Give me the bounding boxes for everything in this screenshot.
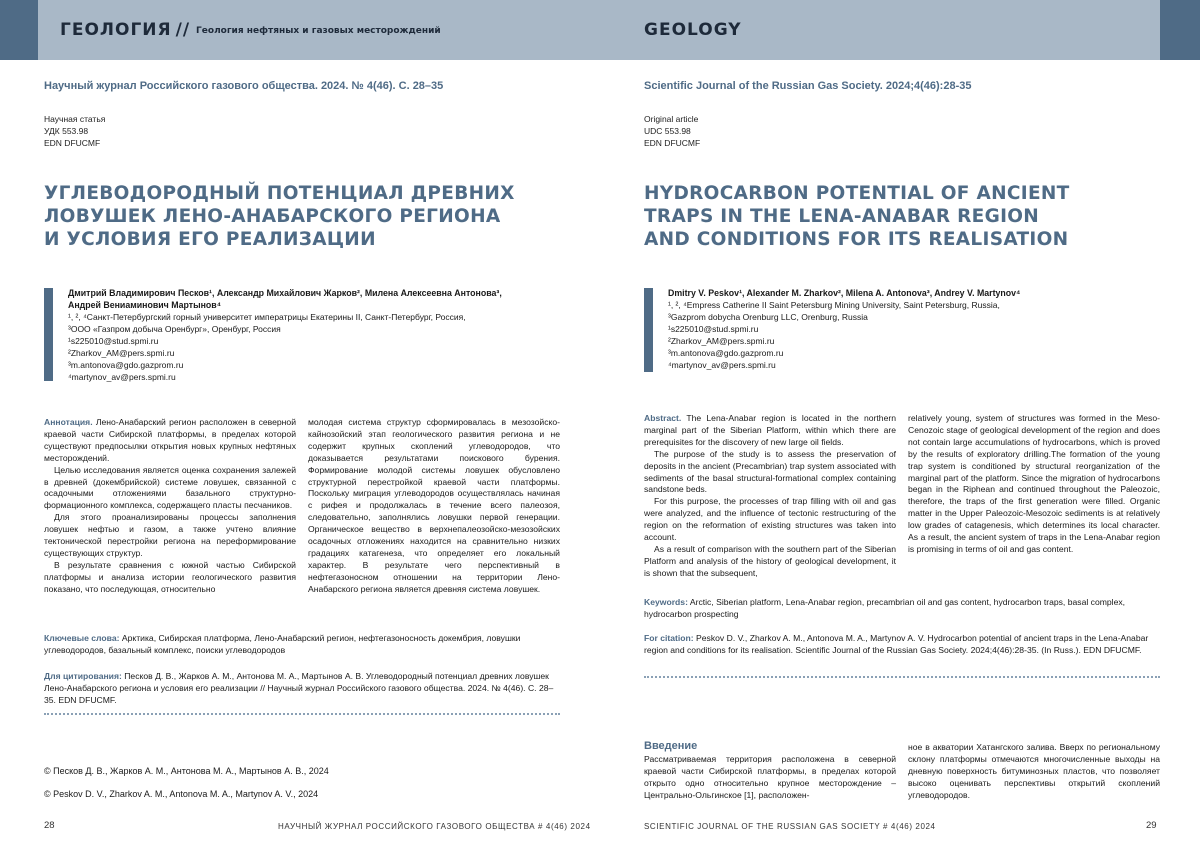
dotted-divider bbox=[44, 713, 560, 715]
edn: EDN DFUCMF bbox=[44, 138, 101, 148]
section-name: ГЕОЛОГИЯ bbox=[60, 20, 172, 40]
citation-label: For citation: bbox=[644, 633, 694, 643]
keywords-label: Ключевые слова: bbox=[44, 633, 120, 643]
page-number: 28 bbox=[44, 820, 55, 831]
abstract-paragraph: Для этого проанализированы процессы заполнения ловушек нефтью и газом, а также учтено влияние тектонической перестройки региона на переформирование существующих структур. bbox=[44, 512, 296, 558]
running-footer: НАУЧНЫЙ ЖУРНАЛ РОССИЙСКОГО ГАЗОВОГО ОБЩЕСТВА # 4(46) 2024 bbox=[278, 822, 591, 831]
title-line: УГЛЕВОДОРОДНЫЙ ПОТЕНЦИАЛ ДРЕВНИХ bbox=[44, 183, 515, 204]
abstract-paragraph: relatively young, system of structures was formed in the Meso-Cenozoic stage of geological development of the region and does not contain large accumulations of hydrocarbons, which is proved by the results of exploratory drilling.The formation of the young trap system is conditioned by structural reorganization of the marginal part of the platform. Since the migration of hydrocarbons began in the Riphean and continued throughout the Paleozoic, therefore, the traps of the first generation were filled. Organic matter in the Upper Paleozoic-Mesozoic sediments is at relatively low grades of catagenesis, which determines its local character. As a result, the ancient system of traps in the Lena-Anabar region is promising in terms of oil and gas content. bbox=[908, 413, 1160, 554]
intro-column-2 bbox=[908, 742, 1160, 802]
title-line: AND CONDITIONS FOR ITS REALISATION bbox=[644, 229, 1069, 250]
copyright-ru: © Песков Д. В., Жарков А. М., Антонова М. А., Мартынов А. В., 2024 bbox=[44, 766, 329, 776]
email-link[interactable]: ¹s225010@stud.spmi.ru bbox=[68, 336, 159, 346]
abstract-column-2 bbox=[308, 417, 560, 596]
authors-line: Андрей Вениаминович Мартынов⁴ bbox=[68, 300, 222, 310]
authors-block bbox=[44, 287, 564, 383]
copyright-en: © Peskov D. V., Zharkov A. M., Antonova M. A., Martynov A. V., 2024 bbox=[44, 789, 319, 799]
citation bbox=[644, 632, 1160, 656]
abstract-column-2 bbox=[908, 413, 1160, 556]
keywords bbox=[44, 632, 560, 656]
email-link[interactable]: ³m.antonova@gdo.gazprom.ru bbox=[668, 348, 784, 358]
abstract-paragraph: Целью исследования является оценка сохранения залежей в древней (докембрийской) системе ловушек, связанной с осадочными отложениями базального структурно-формационного комплекса, содержащего пласты песчаников. bbox=[44, 464, 296, 511]
abstract-paragraph: The Lena-Anabar region is located in the northern marginal part of the Siberian Platform, within which there are prerequisites for the discovery of new large oil fields. bbox=[644, 413, 896, 447]
header-accent bbox=[0, 0, 38, 60]
dotted-divider bbox=[644, 676, 1160, 678]
authors-line: Dmitry V. Peskov¹, Alexander M. Zharkov², Milena A. Antonova³, Andrey V. Martynov⁴ bbox=[668, 288, 1021, 298]
section-name: GEOLOGY bbox=[644, 20, 742, 40]
authors-accent-bar bbox=[644, 288, 653, 372]
citation-label: Для цитирования: bbox=[44, 671, 122, 681]
abstract-paragraph: молодая система структур сформировалась в мезозойско-кайнозойский этап геологического развития региона и не содержит крупных скоплений углеводородов, что доказывается результатами поискового бурения. Формирование молодой системы ловушек обусловлено структурной перестройкой краевой части платформы. Поскольку миграция углеводородов осуществлялась начиная с рифея и продолжалась в течение всего палеозоя, следовательно, заполнялись ловушки первой генерации. Органическое вещество в верхнепалеозойско-мезозойских осадочных отложениях находится на сравнительно низких градациях катагенеза, что определяет его локальный характер. В результате чего перспективный в нефтегазоносном отношении на территории Лено-Анабарского региона является древняя система ловушек. bbox=[308, 417, 560, 594]
affiliation: ¹, ², ⁴Санкт-Петербургский горный университет императрицы Екатерины II, Санкт-Петербург, Россия, bbox=[68, 312, 466, 322]
section-subtitle: Геология нефтяных и газовых месторождений bbox=[196, 26, 441, 36]
email-link[interactable]: ⁴martynov_av@pers.spmi.ru bbox=[68, 372, 176, 382]
authors-line: Дмитрий Владимирович Песков¹, Александр Михайлович Жарков², Милена Алексеевна Антонова³, bbox=[68, 288, 502, 298]
journal-reference: Научный журнал Российского газового общества. 2024. № 4(46). С. 28–35 bbox=[44, 80, 444, 92]
running-footer: SCIENTIFIC JOURNAL OF THE RUSSIAN GAS SOCIETY # 4(46) 2024 bbox=[644, 822, 936, 831]
title-line: HYDROCARBON POTENTIAL OF ANCIENT bbox=[644, 183, 1070, 204]
email-link[interactable]: ³m.antonova@gdo.gazprom.ru bbox=[68, 360, 184, 370]
citation-text: Песков Д. В., Жарков А. М., Антонова М. А., Мартынов А. В. Углеводородный потенциал древних ловушек Лено-Анабарского региона и условия его реализации // Научный журнал Российского газового общества. 2024. № 4(46). С. 28–35. EDN DFUCMF. bbox=[44, 671, 554, 705]
email-link[interactable]: ²Zharkov_AM@pers.spmi.ru bbox=[68, 348, 175, 358]
right-page bbox=[600, 0, 1200, 849]
intro-paragraph: ное в акватории Хатангского залива. Вверх по региональному склону платформы отмечаются многочисленные выходы на дневную поверхность битуминозных пластов, что позволяет высоко оценивать перспективы открытий скоплений углеводородов. bbox=[908, 742, 1160, 800]
udc: UDC 553.98 bbox=[644, 126, 691, 136]
abstract-column-1 bbox=[44, 417, 296, 596]
abstract-label: Аннотация. bbox=[44, 417, 93, 427]
email-link[interactable]: ¹s225010@stud.spmi.ru bbox=[668, 324, 759, 334]
affiliation: ³Gazprom dobycha Orenburg LLC, Orenburg, Russia bbox=[668, 312, 868, 322]
keywords-label: Keywords: bbox=[644, 597, 688, 607]
affiliation: ¹, ², ⁴Empress Catherine II Saint Petersburg Mining University, Saint Petersburg, Russia, bbox=[668, 300, 1000, 310]
article-meta bbox=[44, 113, 105, 149]
article-type: Научная статья bbox=[44, 114, 106, 124]
authors-accent-bar bbox=[44, 288, 53, 381]
affiliation: ³ООО «Газпром добыча Оренбург», Оренбург, Россия bbox=[68, 324, 281, 334]
email-link[interactable]: ⁴martynov_av@pers.spmi.ru bbox=[668, 360, 776, 370]
title-line: TRAPS IN THE LENA-ANABAR REGION bbox=[644, 206, 1040, 227]
section-title bbox=[60, 20, 441, 40]
title-line: ЛОВУШЕК ЛЕНО-АНАБАРСКОГО РЕГИОНА bbox=[44, 206, 501, 227]
edn: EDN DFUCMF bbox=[644, 138, 701, 148]
section-heading: Введение bbox=[644, 740, 698, 752]
section-title bbox=[644, 20, 742, 40]
authors-block bbox=[644, 287, 1164, 371]
abstract-paragraph: For this purpose, the processes of trap filling with oil and gas were analyzed, and the influence of tectonic restructuring of the region on the reformation of existing structures was taken into account. bbox=[644, 496, 896, 543]
intro-paragraph: Рассматриваемая территория расположена в северной краевой части Сибирской платформы, в пределах которой открыто одно относительно крупное месторождение – Центрально-Ольгинское [1], расположен- bbox=[644, 754, 896, 800]
article-type: Original article bbox=[644, 114, 699, 124]
abstract-paragraph: В результате сравнения с южной частью Сибирской платформы и анализа истории геологического развития показано, что последующая, относительно bbox=[44, 559, 296, 594]
abstract-paragraph: As a result of comparison with the southern part of the Siberian Platform and analysis of the history of geological development, it is shown that the subsequent, bbox=[644, 543, 896, 578]
keywords-text: Arctic, Siberian platform, Lena-Anabar region, precambrian oil and gas content, hydrocarbon traps, basal complex, hydrocarbon prospecting bbox=[644, 597, 1126, 619]
keywords-text: Арктика, Сибирская платформа, Лено-Анабарский регион, нефтегазоносность докембрия, ловушки углеводородов, базальный комплекс, поиски углеводородов bbox=[44, 633, 521, 655]
header-accent bbox=[1160, 0, 1200, 60]
title-line: И УСЛОВИЯ ЕГО РЕАЛИЗАЦИИ bbox=[44, 229, 376, 250]
abstract-label: Abstract. bbox=[644, 413, 682, 423]
article-title bbox=[44, 182, 564, 251]
journal-reference: Scientific Journal of the Russian Gas Society. 2024;4(46):28-35 bbox=[644, 80, 972, 92]
intro-column-1 bbox=[644, 754, 896, 802]
citation-text: Peskov D. V., Zharkov A. M., Antonova M. A., Martynov A. V. Hydrocarbon potential of ancient traps in the Lena-Anabar region and conditions for its realisation. Scientific Journal of the Russian Gas Society. 2024;4(46):28-35. (In Russ.). EDN DFUCMF. bbox=[644, 633, 1149, 655]
abstract-paragraph: The purpose of the study is to assess the preservation of deposits in the ancient (Precambrian) trap system associated with sediments of the basal structural-formational complex containing sandstone beds. bbox=[644, 448, 896, 495]
article-meta bbox=[644, 113, 700, 149]
abstract-column-1 bbox=[644, 413, 896, 580]
page-number: 29 bbox=[1146, 820, 1157, 831]
email-link[interactable]: ²Zharkov_AM@pers.spmi.ru bbox=[668, 336, 775, 346]
citation bbox=[44, 670, 560, 706]
abstract-paragraph: Лено-Анабарский регион расположен в северной краевой части Сибирской платформы, в пределах которой существуют предпосылки открытия новых крупных нефтяных месторождений. bbox=[44, 417, 296, 463]
section-separator: // bbox=[175, 20, 191, 40]
keywords bbox=[644, 596, 1160, 620]
udc: УДК 553.98 bbox=[44, 126, 89, 136]
article-title bbox=[644, 182, 1164, 251]
